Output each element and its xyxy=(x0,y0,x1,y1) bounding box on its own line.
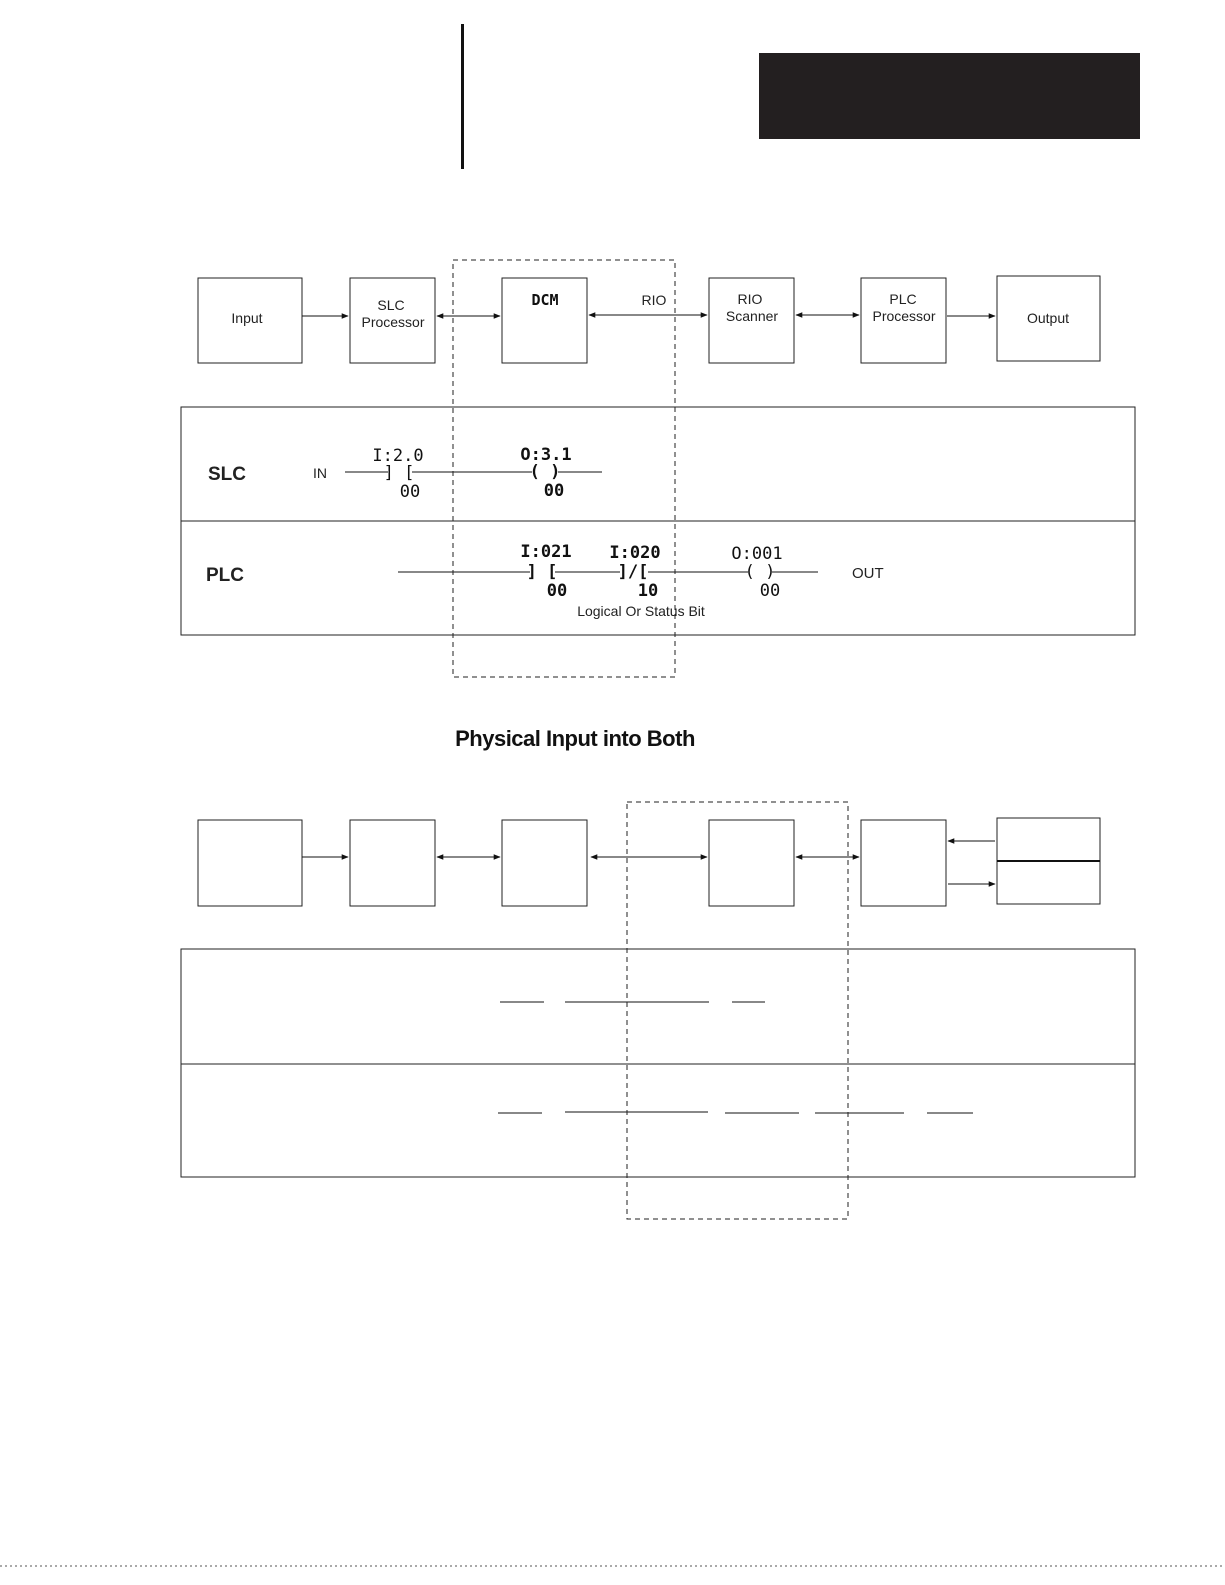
bottom-block-3 xyxy=(502,820,587,906)
plc-coil-address: O:001 xyxy=(731,544,783,564)
slc-contact-address: I:2.0 xyxy=(372,446,424,466)
plc-out-label: OUT xyxy=(852,565,884,582)
plc-processor-label-2: Processor xyxy=(872,308,936,324)
plc-coil-symbol: ( ) xyxy=(744,562,776,582)
bottom-block-4 xyxy=(709,820,794,906)
bottom-block-diagram xyxy=(198,818,1100,906)
plc-coil-bit: 00 xyxy=(759,581,781,601)
rio-scanner-label-2: Scanner xyxy=(725,308,779,324)
slc-processor-label-1: SLC xyxy=(377,297,405,313)
slc-coil-symbol: ( ) xyxy=(529,462,561,482)
top-block-diagram xyxy=(198,276,1100,363)
top-ladder-panel xyxy=(181,407,1135,635)
rio-scanner-label-1: RIO xyxy=(737,291,763,307)
plc-contact2-note: Logical Or Status Bit xyxy=(577,603,705,619)
bottom-block-2 xyxy=(350,820,435,906)
output-label: Output xyxy=(1026,310,1070,326)
section-heading: Physical Input into Both xyxy=(455,726,695,751)
slc-coil-bit: 00 xyxy=(543,481,565,501)
bottom-dashed-outline xyxy=(627,802,848,1219)
slc-rung-label: SLC xyxy=(208,464,246,485)
bottom-block-5 xyxy=(861,820,946,906)
bottom-ladder-frame xyxy=(181,949,1135,1177)
plc-contact2-bit: 10 xyxy=(637,581,659,601)
slc-coil-address: O:3.1 xyxy=(520,445,572,465)
plc-contact1-bit: 00 xyxy=(546,581,568,601)
slc-processor-label-2: Processor xyxy=(361,314,425,330)
slc-in-label: IN xyxy=(313,465,327,481)
plc-processor-label-1: PLC xyxy=(889,291,917,307)
dcm-label: DCM xyxy=(531,291,559,309)
input-label: Input xyxy=(231,310,263,326)
plc-contact2-address: I:020 xyxy=(609,543,661,563)
plc-contact1-address: I:021 xyxy=(520,542,572,562)
rio-link-label: RIO xyxy=(641,292,667,308)
slc-contact-symbol: ] [ xyxy=(383,463,415,483)
bottom-ladder-panel xyxy=(181,949,1135,1177)
bottom-block-1 xyxy=(198,820,302,906)
plc-rung-label: PLC xyxy=(206,565,244,586)
plc-contact2-symbol: ]/[ xyxy=(617,562,649,582)
slc-contact-bit: 00 xyxy=(399,482,421,502)
plc-contact1-symbol: ] [ xyxy=(526,562,558,582)
